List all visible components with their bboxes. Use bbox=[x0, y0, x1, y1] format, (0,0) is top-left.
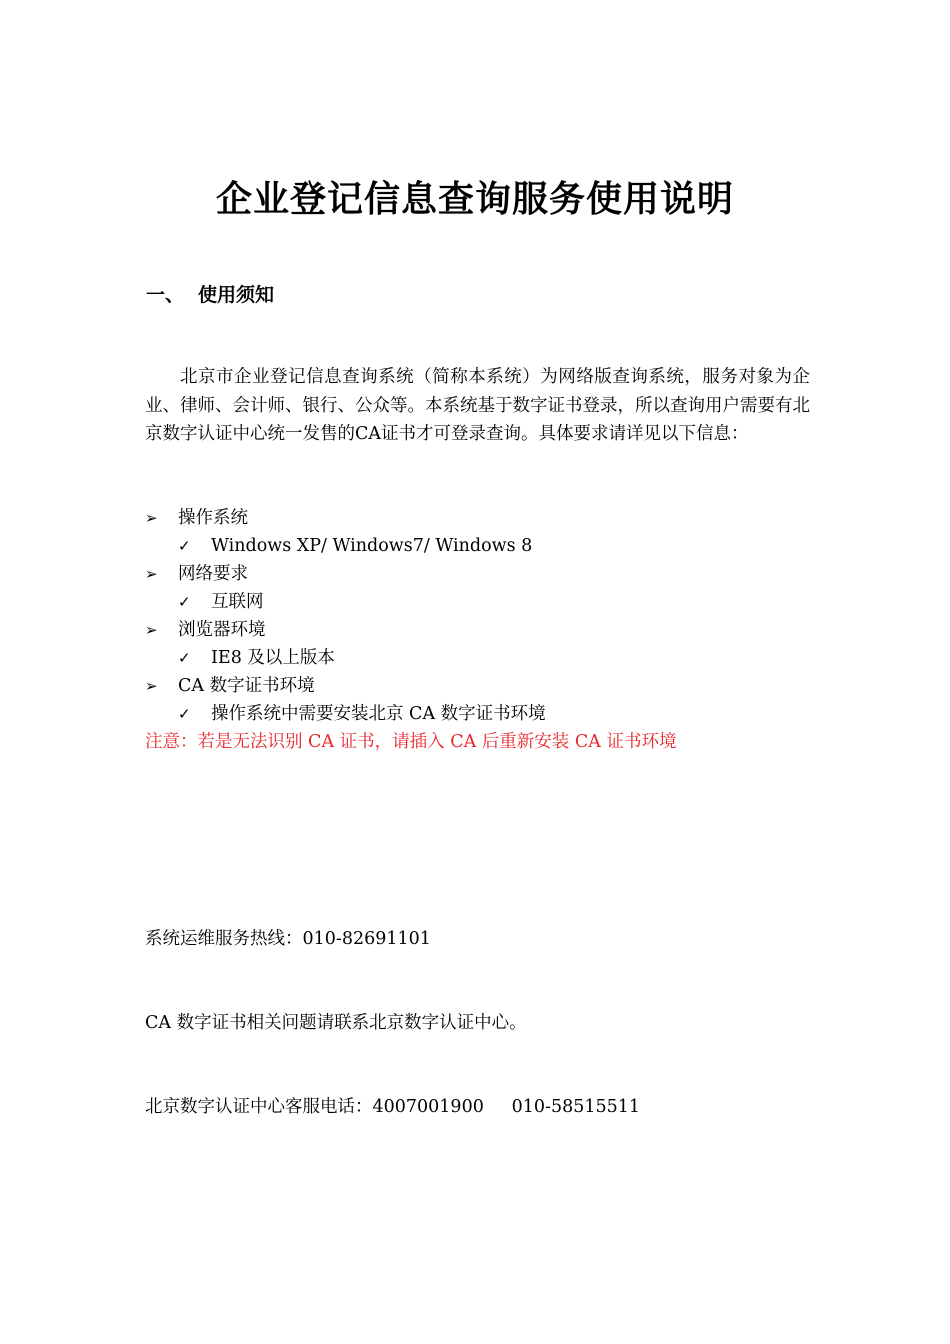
checkmark-icon: ✓ bbox=[178, 705, 191, 723]
section-heading bbox=[146, 280, 274, 310]
requirement-detail-text: 互联网 bbox=[211, 592, 264, 612]
contact-info bbox=[145, 869, 640, 1177]
service-phone-line: 北京数字认证中心客服电话：4007001900 010-58515511 bbox=[145, 1097, 641, 1117]
arrowhead-bullet-icon: ➢ bbox=[145, 509, 158, 527]
checkmark-icon: ✓ bbox=[178, 537, 191, 555]
page-title: 企业登记信息查询服务使用说明 bbox=[215, 179, 734, 221]
requirement-detail bbox=[145, 588, 825, 616]
requirement-detail-text: Windows XP/ Windows7/ Windows 8 bbox=[211, 536, 533, 556]
intro-paragraph: 北京市企业登记信息查询系统（简称本系统）为网络版查询系统，服务对象为企业、律师、会计师、银行、公众等。本系统基于数字证书登录，所以查询用户需要有北京数字认证中心统一发售的CA证书才可登录查询。具体要求请详见以下信息： bbox=[145, 367, 810, 444]
requirement-detail-text: IE8 及以上版本 bbox=[211, 648, 335, 668]
arrowhead-bullet-icon: ➢ bbox=[145, 621, 158, 639]
checkmark-icon: ✓ bbox=[178, 593, 191, 611]
hotline-line: 系统运维服务热线：010-82691101 bbox=[145, 929, 431, 949]
requirement-item bbox=[145, 504, 825, 532]
requirement-label: 网络要求 bbox=[178, 564, 248, 584]
requirement-detail bbox=[145, 532, 825, 560]
ca-note-line: CA 数字证书相关问题请联系北京数字认证中心。 bbox=[145, 1013, 527, 1033]
section-title: 使用须知 bbox=[198, 284, 275, 306]
requirement-item bbox=[145, 616, 825, 644]
requirement-detail bbox=[145, 644, 825, 672]
notice-text: 注意：若是无法识别 CA 证书，请插入 CA 后重新安装 CA 证书环境 bbox=[145, 732, 677, 752]
requirement-item bbox=[145, 560, 825, 588]
requirements-list bbox=[145, 504, 825, 728]
requirement-label: 操作系统 bbox=[178, 508, 248, 528]
arrowhead-bullet-icon: ➢ bbox=[145, 677, 158, 695]
section-number: 一、 bbox=[146, 284, 185, 306]
requirement-label: 浏览器环境 bbox=[178, 620, 266, 640]
requirement-label: CA 数字证书环境 bbox=[178, 676, 315, 696]
requirement-item bbox=[145, 672, 825, 700]
requirement-detail-text: 操作系统中需要安装北京 CA 数字证书环境 bbox=[211, 704, 546, 724]
checkmark-icon: ✓ bbox=[178, 649, 191, 667]
requirement-detail bbox=[145, 700, 825, 728]
arrowhead-bullet-icon: ➢ bbox=[145, 565, 158, 583]
